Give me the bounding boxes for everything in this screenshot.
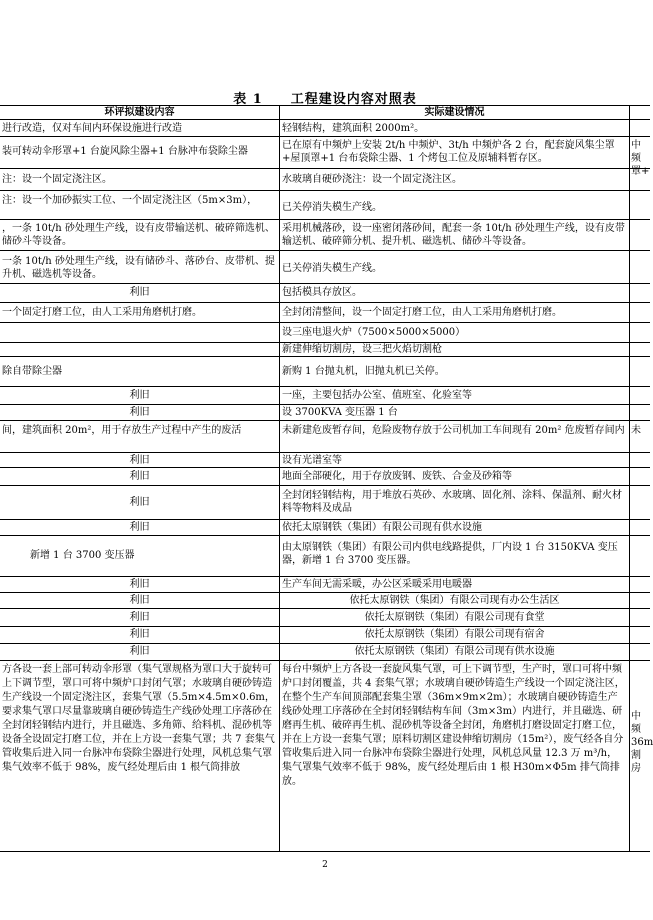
- row-2-planned: 装可转动伞形罩+1 台旋风除尘器+1 台脉冲布袋除尘器: [2, 146, 248, 157]
- row-4-planned: 注：设一个加砂振实工位、一个固定浇注区（5m×3m），: [2, 195, 258, 206]
- row-23-planned: 利旧: [129, 629, 150, 640]
- row-2-extra: 中频罩+: [631, 140, 650, 177]
- row-2-actual: 已在原有中频炉上安装 2t/h 中频炉、3t/h 中频炉各 2 台，配套旋风集尘罩+屋顶罩+1 台布袋除尘器、1 个烤包工位及原辅料暂存区。: [282, 140, 615, 164]
- row-11-planned: 除自带除尘器: [2, 366, 62, 377]
- row-18-actual: 依托太原钢铁（集团）有限公司现有供水设施: [282, 522, 482, 533]
- row-8-planned: 一个固定打磨工位，由人工采用角磨机打磨。: [2, 307, 202, 318]
- row-23-actual: 依托太原钢铁（集团）有限公司现有宿舍: [364, 629, 545, 640]
- row-13-actual: 设 3700KVA 变压器 1 台: [282, 407, 398, 418]
- row-15-planned: 利旧: [129, 455, 150, 466]
- header-actual: 实际建设情况: [424, 107, 485, 118]
- row-10-actual: 新建伸缩切割房，设三把火焰切割枪: [282, 344, 442, 355]
- row-24-actual: 依托太原钢铁（集团）有限公司现有供水设施: [354, 646, 555, 657]
- table-title: 表 1 工程建设内容对照表: [233, 92, 417, 107]
- row-6-planned: 一条 10t/h 砂处理生产线，设有储砂斗、落砂台、皮带机、提升机、磁选机等设备。: [2, 256, 275, 280]
- row-24-planned: 利旧: [129, 646, 150, 657]
- row-17-planned: 利旧: [129, 497, 150, 508]
- row-12-actual: 一座，主要包括办公室、值班室、化验室等: [282, 390, 472, 401]
- row-5-planned: ，一条 10t/h 砂处理生产线，设有皮带输送机、破碎筛选机、储砂斗等设备。: [2, 223, 275, 247]
- row-22-planned: 利旧: [129, 612, 150, 623]
- row-6-actual: 已关停消失模生产线。: [282, 263, 382, 274]
- header-planned: 环评拟建设内容: [104, 107, 175, 118]
- row-9-actual: 设三座电退火炉（7500×5000×5000）: [282, 327, 466, 338]
- page-number: 2: [322, 860, 328, 870]
- row-25-planned: 方各设一套上部可转动伞形罩（集气罩规格为罩口大于旋转可上下调节型，罩口可将中频炉口封闭气罩；水玻璃自硬砂铸造生产线设一个固定浇注区，套集气罩（5.5m×4.5m×0.6m，要求集气罩口尽量靠玻璃自硬砂铸造生产线砂处理工序落砂在全封闭轻钢结内进行，并且磁选、多角筛、给料机、混砂机等设备全设固定打磨工位，并在上方设一套集气罩；共 7 套集气管收集后进入同一台脉冲布袋除尘器进行处理，风机总集气罩集气效率不低于 98%，废气经处理后由 1 根气筒排放: [2, 664, 275, 773]
- row-14-extra: 未: [631, 425, 641, 436]
- row-1-actual: 轻钢结构，建筑面积 2000m²。: [282, 123, 425, 134]
- row-8-actual: 全封闭清整间，设一个固定打磨工位，由人工采用角磨机打磨。: [282, 307, 562, 318]
- row-7-planned: 利旧: [129, 287, 150, 298]
- row-3-planned: 注：设一个固定浇注区。: [2, 174, 112, 185]
- row-21-planned: 利旧: [129, 595, 150, 606]
- row-21-actual: 依托太原钢铁（集团）有限公司现有办公生活区: [349, 595, 560, 606]
- row-16-planned: 利旧: [129, 471, 150, 482]
- row-1-planned: 进行改造，仅对车间内环保设施进行改造: [2, 123, 182, 134]
- row-22-actual: 依托太原钢铁（集团）有限公司现有食堂: [364, 612, 545, 623]
- row-12-planned: 利旧: [129, 390, 150, 401]
- row-11-actual: 新购 1 台抛丸机，旧抛丸机已关停。: [282, 366, 445, 377]
- row-15-actual: 设有光谱室等: [282, 455, 342, 466]
- row-19-planned: 新增 1 台 3700 变压器: [30, 550, 135, 561]
- row-16-actual: 地面全部硬化，用于存放废钢、废铁、合金及砂箱等: [282, 471, 512, 482]
- row-18-planned: 利旧: [129, 522, 150, 533]
- row-13-planned: 利旧: [129, 407, 150, 418]
- row-20-planned: 利旧: [129, 579, 150, 590]
- row-25-actual: 每台中频炉上方各设一套旋风集气罩，可上下调节型，生产时，罩口可将中频炉口封闭覆盖，共 4 套集气罩；水玻璃自硬砂铸造生产线设一个固定浇注区，在整个生产车间顶部配套集尘罩（36m×9m×2m）；水玻璃自硬砂铸造生产线砂处理工序落砂在全封闭轻钢结构车间（3m×3m）内进行，并且磁选、研磨再生机、破碎再生机、混砂机等设备全封闭，角磨机打磨设固定打磨工位，并在上方设一套集气罩；原料切割区建设伸缩切割房（15m²），废气经各自分管收集后进入同一台脉冲布袋除尘器进行处理，风机总风量 12.3 万 m³/h，集气罩集气效率不低于 98%，废气经处理后由 1 根 H30m×Φ5m 排气筒排放。: [282, 664, 625, 787]
- row-14-planned: 间，建筑面积 20m²，用于存放生产过程中产生的废活: [2, 425, 242, 436]
- row-25-extra: 中频 36m 割房: [631, 711, 653, 774]
- row-19-actual: 由太原钢铁（集团）有限公司内供电线路提供，厂内设 1 台 3150KVA 变压器，新增 1 台 3700 变压器。: [282, 542, 618, 566]
- row-14-actual: 未新建危废暂存间，危险废物存放于公司机加工车间现有 20m² 危废暂存间内: [282, 425, 625, 436]
- row-4-actual: 已关停消失模生产线。: [282, 202, 382, 213]
- row-5-actual: 采用机械落砂，设一座密闭落砂间，配套一条 10t/h 砂处理生产线，设有皮带输送机、破碎筛分机、提升机、磁选机、储砂斗等设备。: [282, 223, 625, 247]
- row-3-actual: 水玻璃自硬砂浇注：设一个固定浇注区。: [282, 174, 462, 185]
- row-20-actual: 生产车间无需采暖，办公区采暖采用电暖器: [282, 579, 472, 590]
- row-17-actual: 全封闭轻钢结构，用于堆放石英砂、水玻璃、固化剂、涂料、保温剂、耐火材料等物料及成品: [282, 490, 622, 514]
- row-7-actual: 包括模具存放区。: [282, 287, 362, 298]
